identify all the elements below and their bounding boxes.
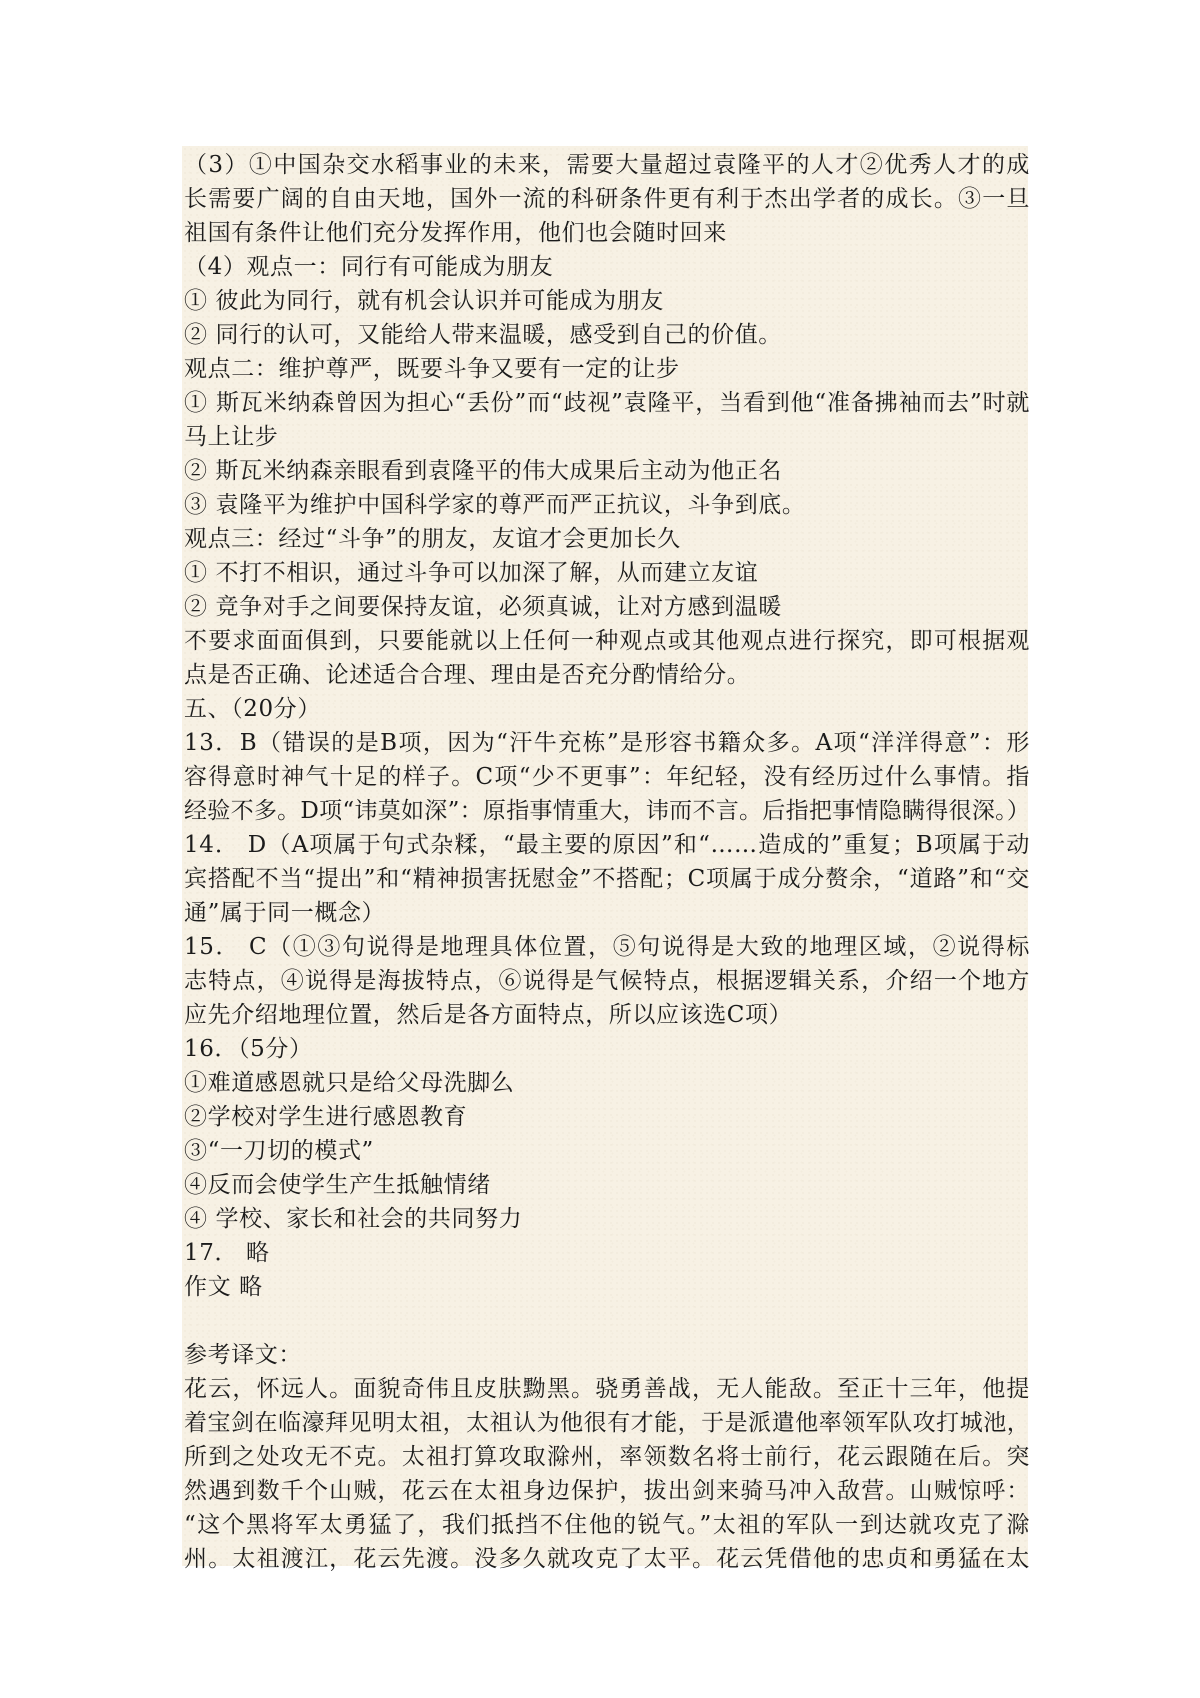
text-line: ① 不打不相识，通过斗争可以加深了解，从而建立友谊 <box>184 560 759 586</box>
section-heading: 观点二：维护尊严，既要斗争又要有一定的让步 <box>184 356 680 382</box>
text-line: 所到之处攻无不克。太祖打算攻取滁州，率领数名将士前行，花云跟随在后。突 <box>184 1444 1030 1470</box>
section-heading: 16．（5分） <box>184 1036 313 1062</box>
text-line: 州。太祖渡江，花云先渡。没多久就攻克了太平。花云凭借他的忠贞和勇猛在太 <box>184 1546 1030 1572</box>
text-line: 不要求面面俱到，只要能就以上任何一种观点或其他观点进行探究，即可根据观 <box>184 628 1030 654</box>
text-line: ②学校对学生进行感恩教育 <box>184 1104 468 1130</box>
text-line: 长需要广阔的自由天地，国外一流的科研条件更有利于杰出学者的成长。③一旦 <box>184 186 1030 212</box>
text-line: “这个黑将军太勇猛了，我们抵挡不住他的锐气。”太祖的军队一到达就攻克了滁 <box>184 1512 1030 1538</box>
text-line: 14． D（A项属于句式杂糅，“最主要的原因”和“……造成的”重复；B项属于动 <box>184 832 1030 858</box>
text-line: 花云，怀远人。面貌奇伟且皮肤黝黑。骁勇善战，无人能敌。至正十三年，他提 <box>184 1376 1030 1402</box>
text-line: ① 彼此为同行，就有机会认识并可能成为朋友 <box>184 288 664 314</box>
text-line: ② 同行的认可，又能给人带来温暖，感受到自己的价值。 <box>184 322 782 348</box>
text-line: ④反而会使学生产生抵触情绪 <box>184 1172 491 1198</box>
text-line: ③ 袁隆平为维护中国科学家的尊严而严正抗议，斗争到底。 <box>184 492 806 518</box>
blank-line <box>184 1304 1030 1338</box>
text-line: 17． 略 <box>184 1240 270 1266</box>
text-line: ①难道感恩就只是给父母洗脚么 <box>184 1070 515 1096</box>
text-line: 经验不多。D项“讳莫如深”：原指事情重大，讳而不言。后指把事情隐瞒得很深。） <box>184 798 1030 824</box>
text-line: 应先介绍地理位置，然后是各方面特点，所以应该选C项） <box>184 1002 793 1028</box>
text-line: 13．B（错误的是B项，因为“汗牛充栋”是形容书籍众多。A项“洋洋得意”：形 <box>184 730 1030 756</box>
text-line: 15． C（①③句说得是地理具体位置，⑤句说得是大致的地理区域，②说得标 <box>184 934 1030 960</box>
section-heading: 参考译文： <box>184 1342 302 1368</box>
text-line: 志特点，④说得是海拔特点，⑥说得是气候特点，根据逻辑关系，介绍一个地方 <box>184 968 1030 994</box>
text-line: ④ 学校、家长和社会的共同努力 <box>184 1206 523 1232</box>
section-heading: 五、（20分） <box>184 696 321 722</box>
text-line: 宾搭配不当“提出”和“精神损害抚慰金”不搭配；C项属于成分赘余，“道路”和“交 <box>184 866 1030 892</box>
text-line: 着宝剑在临濠拜见明太祖，太祖认为他很有才能，于是派遣他率领军队攻打城池， <box>184 1410 1030 1436</box>
text-line: （3）①中国杂交水稻事业的未来，需要大量超过袁隆平的人才②优秀人才的成 <box>184 152 1030 178</box>
text-line: 容得意时神气十足的样子。C项“少不更事”：年纪轻，没有经历过什么事情。指 <box>184 764 1030 790</box>
text-line: 点是否正确、论述适合合理、理由是否充分酌情给分。 <box>184 662 751 688</box>
text-line: ① 斯瓦米纳森曾因为担心“丢份”而“歧视”袁隆平，当看到他“准备拂袖而去”时就 <box>184 390 1030 416</box>
text-line: 通”属于同一概念） <box>184 900 386 926</box>
text-line: ③“一刀切的模式” <box>184 1138 374 1164</box>
text-line: ② 竞争对手之间要保持友谊，必须真诚，让对方感到温暖 <box>184 594 782 620</box>
text-line: ② 斯瓦米纳森亲眼看到袁隆平的伟大成果后主动为他正名 <box>184 458 782 484</box>
text-line: 作文 略 <box>184 1274 263 1300</box>
text-line: 然遇到数千个山贼，花云在太祖身边保护，拔出剑来骑马冲入敌营。山贼惊呼： <box>184 1478 1030 1504</box>
section-heading: 观点三：经过“斗争”的朋友，友谊才会更加长久 <box>184 526 681 552</box>
text-line: 祖国有条件让他们充分发挥作用，他们也会随时回来 <box>184 220 727 246</box>
section-heading: （4）观点一：同行有可能成为朋友 <box>184 254 554 280</box>
document-body <box>184 148 1030 1576</box>
text-line: 马上让步 <box>184 424 279 450</box>
